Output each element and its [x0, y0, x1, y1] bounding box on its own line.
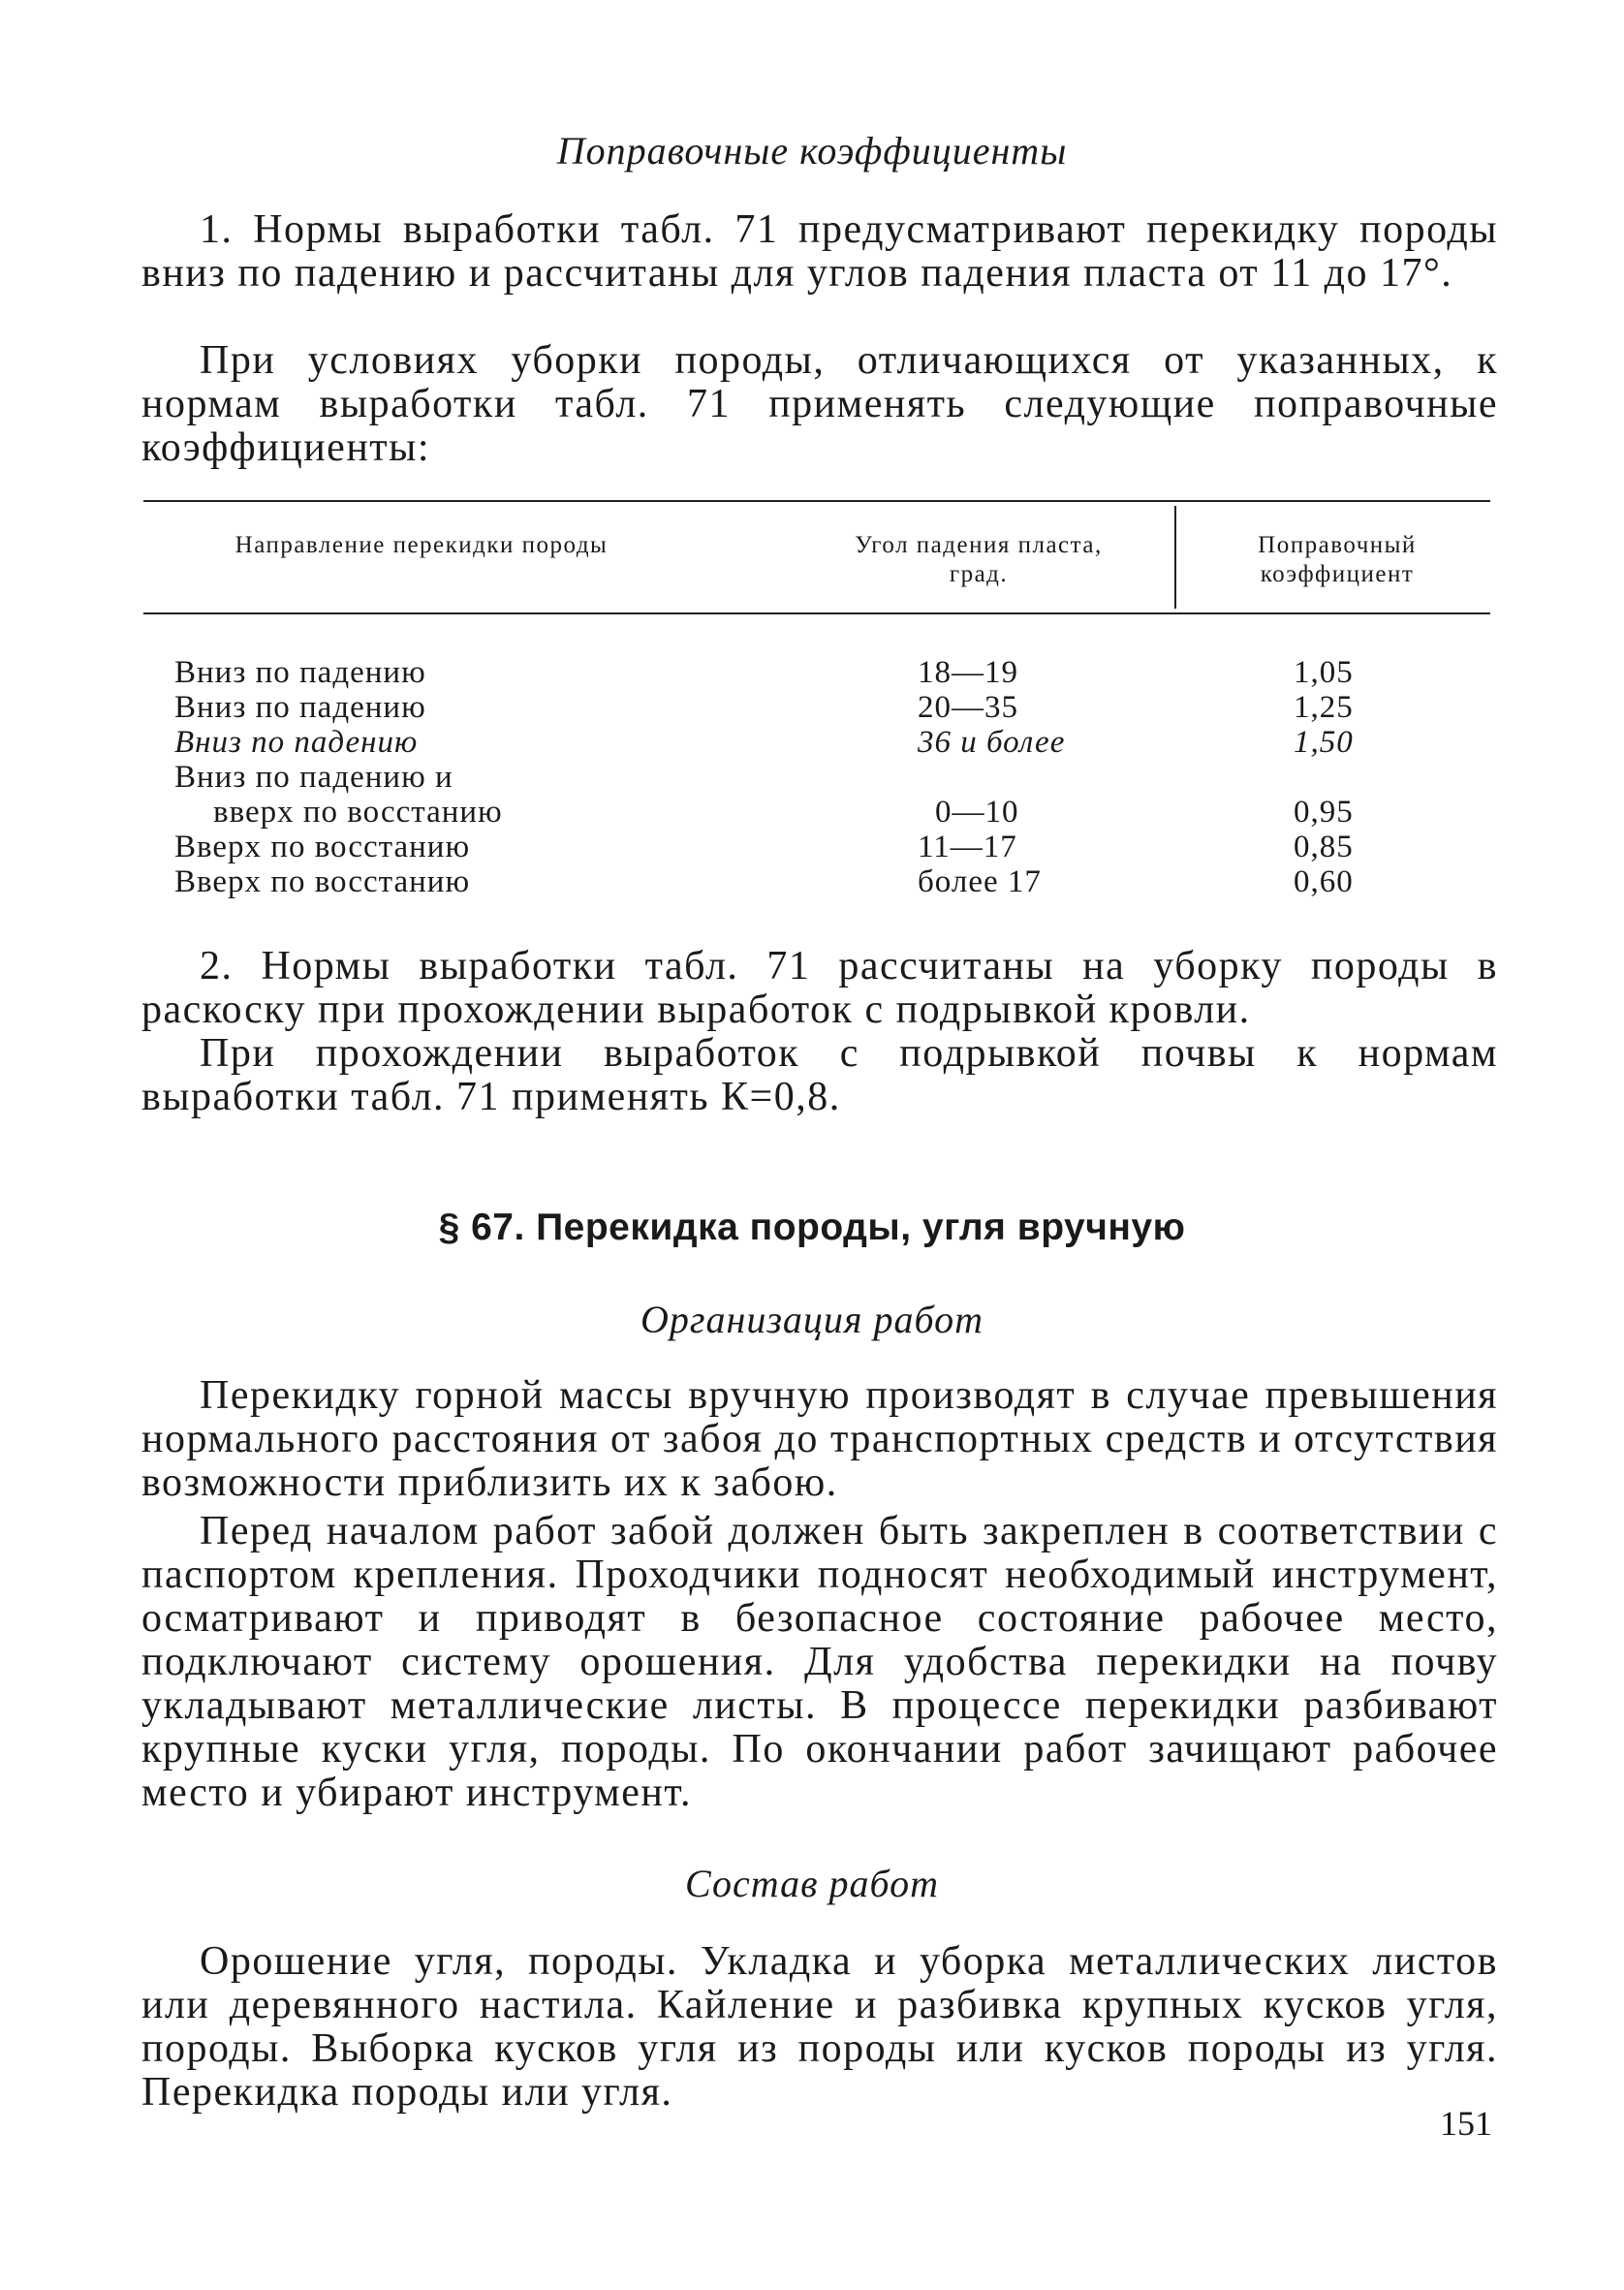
table-header-coefficient: Поправочный коэффициент	[1258, 532, 1417, 587]
table-cell-angle: 18—19	[918, 655, 1018, 690]
table-top-rule	[143, 500, 1490, 502]
table-header-direction: Направление перекидки породы	[234, 532, 609, 558]
table-cell-angle: 20—35	[918, 690, 1018, 725]
table-cell-angle: 11—17	[918, 830, 1017, 864]
heading-correction-coefficients: Поправочные коэффициенты	[556, 129, 1068, 173]
table-cell-angle: более 17	[918, 864, 1042, 899]
table-cell-direction: Вверх по восстанию	[174, 864, 471, 899]
table-cell-coefficient: 1,25	[1294, 690, 1354, 725]
table-cell-coefficient: 0,85	[1294, 830, 1354, 864]
table-cell-direction: Вверх по восстанию	[174, 830, 471, 864]
paragraph-3: 2. Нормы выработки табл. 71 рассчитаны на уборку породы в раскоску при прохождении выработок с подрывкой кровли.	[141, 944, 1498, 1032]
page-number: 151	[1440, 2104, 1492, 2143]
paragraph-1: 1. Нормы выработки табл. 71 предусматривают перекидку породы вниз по падению и рассчитаны для углов падения пласта от 11 до 17°.	[141, 207, 1498, 296]
table-cell-coefficient: 1,05	[1294, 655, 1354, 690]
section-title: § 67. Перекидка породы, угля вручную	[438, 1207, 1186, 1248]
paragraph-4: При прохождении выработок с подрывкой почвы к нормам выработки табл. 71 применять К=0,8.	[141, 1031, 1498, 1119]
table-column-divider	[1174, 506, 1176, 609]
table-cell-angle: 36 и более	[918, 725, 1066, 760]
heading-work-organization: Организация работ	[640, 1298, 984, 1341]
table-cell-coefficient: 0,60	[1294, 864, 1354, 899]
table-cell-direction: Вниз по падению	[174, 725, 419, 760]
table-cell-direction: Вниз по падению и	[174, 760, 453, 795]
table-cell-angle: 0—10	[935, 795, 1019, 830]
paragraph-2: При условиях уборки породы, отличающихся от указанных, к нормам выработки табл. 71 применять следующие поправочные коэффициенты:	[141, 338, 1498, 470]
table-header-rule	[143, 612, 1490, 614]
table-cell-direction: Вниз по падению	[174, 690, 426, 725]
table-cell-coefficient: 1,50	[1294, 725, 1354, 760]
table-cell-coefficient: 0,95	[1294, 795, 1354, 830]
heading-work-composition: Состав работ	[685, 1862, 939, 1905]
paragraph-7: Орошение угля, породы. Укладка и уборка металлических листов или деревянного настила. Кайление и разбивка крупных кусков угля, породы. Выборка кусков угля из породы или кусков породы из угля. Перекидка породы или угля.	[141, 1939, 1498, 2115]
table-header-angle: Угол падения пласта, град.	[855, 532, 1103, 587]
table-cell-direction: Вниз по падению	[174, 655, 426, 690]
paragraph-6: Перед началом работ забой должен быть закреплен в соответствии с паспортом крепления. Проходчики подносят необходимый инструмент, осматривают и приводят в безопасное состояние рабочее место, подключают систему орошения. Для удобства перекидки на почву укладывают металлические листы. В процессе перекидки разбивают крупные куски угля, породы. По окончании работ зачищают рабочее место и убирают инструмент.	[141, 1509, 1498, 1815]
paragraph-5: Перекидку горной массы вручную производят в случае превышения нормального расстояния от забоя до транспортных средств и отсутствия возможности приблизить их к забою.	[141, 1373, 1498, 1505]
table-cell-direction: вверх по восстанию	[213, 795, 503, 830]
